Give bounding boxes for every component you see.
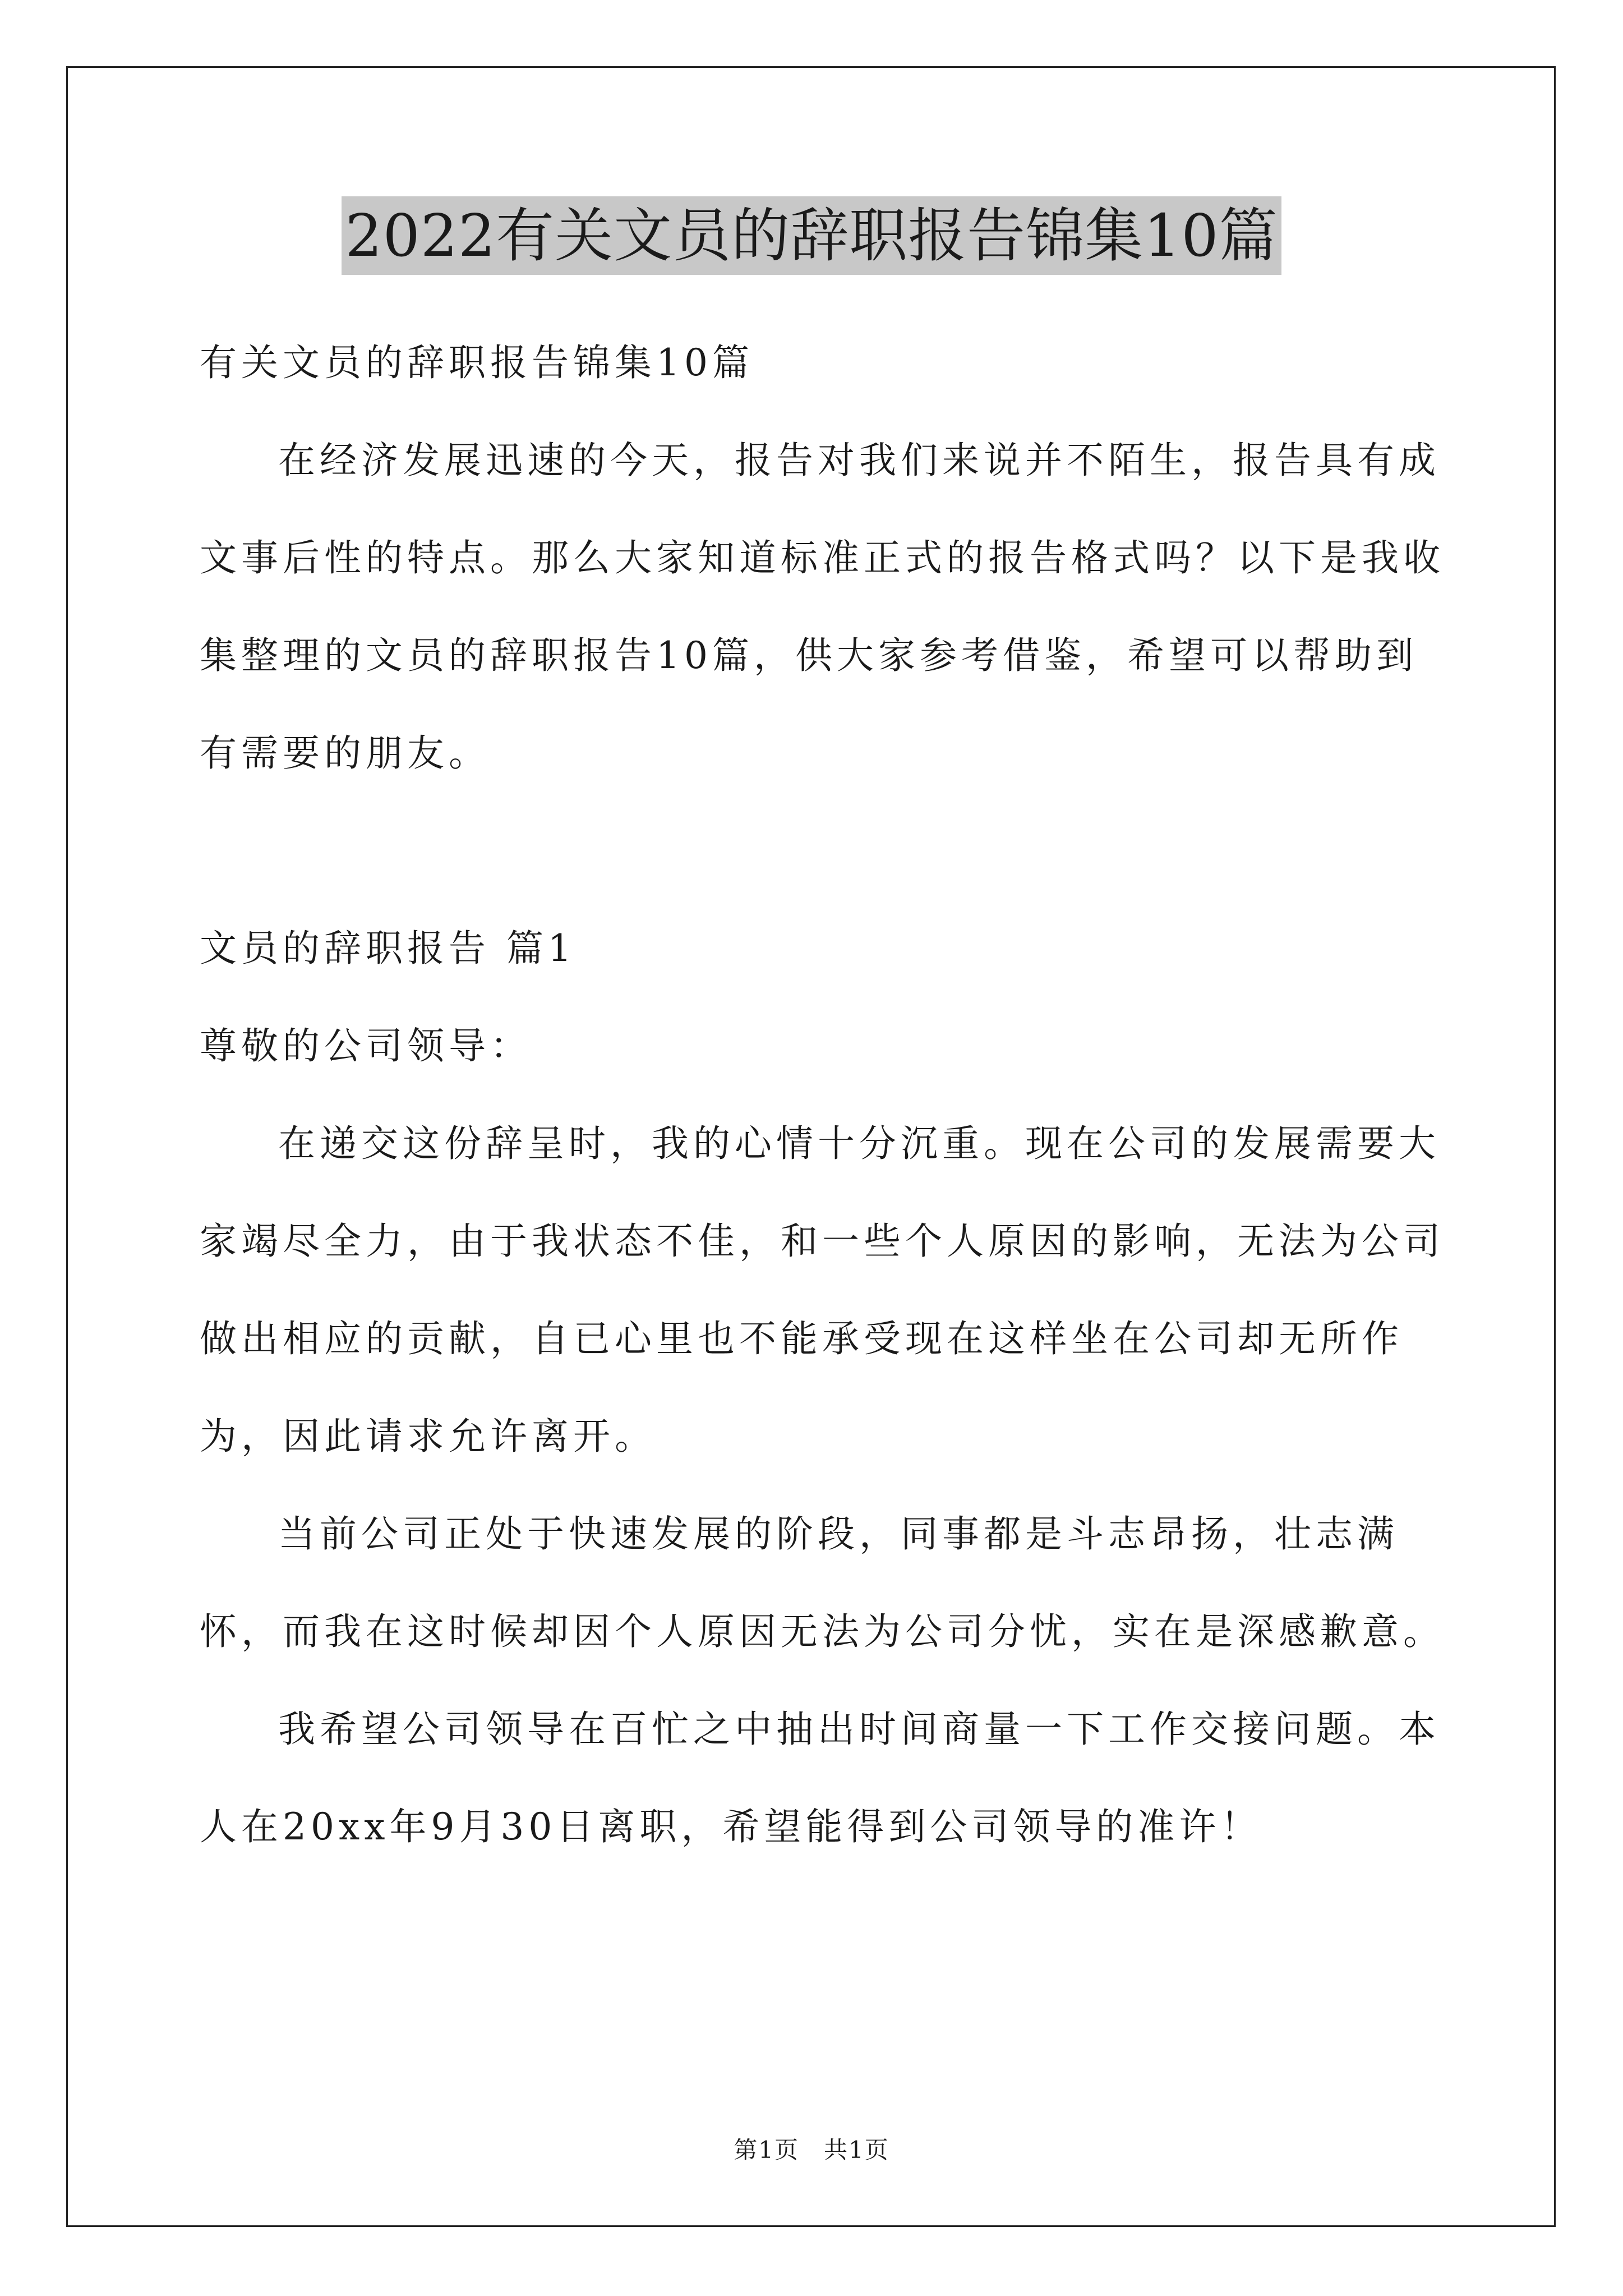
section-heading: 文员的辞职报告 篇1 [200,927,576,970]
document-body [200,314,1456,1876]
page-footer: 第1页 共1页 [734,2136,889,2164]
body-paragraph: 当前公司正处于快速发展的阶段，同事都是斗志昂扬，壮志满怀，而我在这时候却因个人原因无法为公司分忧，实在是深感歉意。 [200,1512,1445,1653]
intro-paragraph: 在经济发展迅速的今天，报告对我们来说并不陌生，报告具有成文事后性的特点。那么大家知道标准正式的报告格式吗？以下是我收集整理的文员的辞职报告10篇，供大家参考借鉴，希望可以帮助到有需要的朋友。 [200,439,1445,775]
section-gap [200,802,1456,900]
body-paragraph: 在递交这份辞呈时，我的心情十分沉重。现在公司的发展需要大家竭尽全力，由于我状态不佳，和一些个人原因的影响，无法为公司做出相应的贡献，自已心里也不能承受现在这样坐在公司却无所作为，因此请求允许离开。 [200,1122,1445,1458]
document-subtitle: 有关文员的辞职报告锦集10篇 [200,341,754,384]
title-container [0,196,1623,275]
letter-salutation: 尊敬的公司领导： [200,1024,532,1068]
document-title: 2022有关文员的辞职报告锦集10篇 [342,196,1281,275]
body-paragraph: 我希望公司领导在百忙之中抽出时间商量一下工作交接问题。本人在20xx年9月30日离职，希望能得到公司领导的准许！ [200,1708,1440,1848]
